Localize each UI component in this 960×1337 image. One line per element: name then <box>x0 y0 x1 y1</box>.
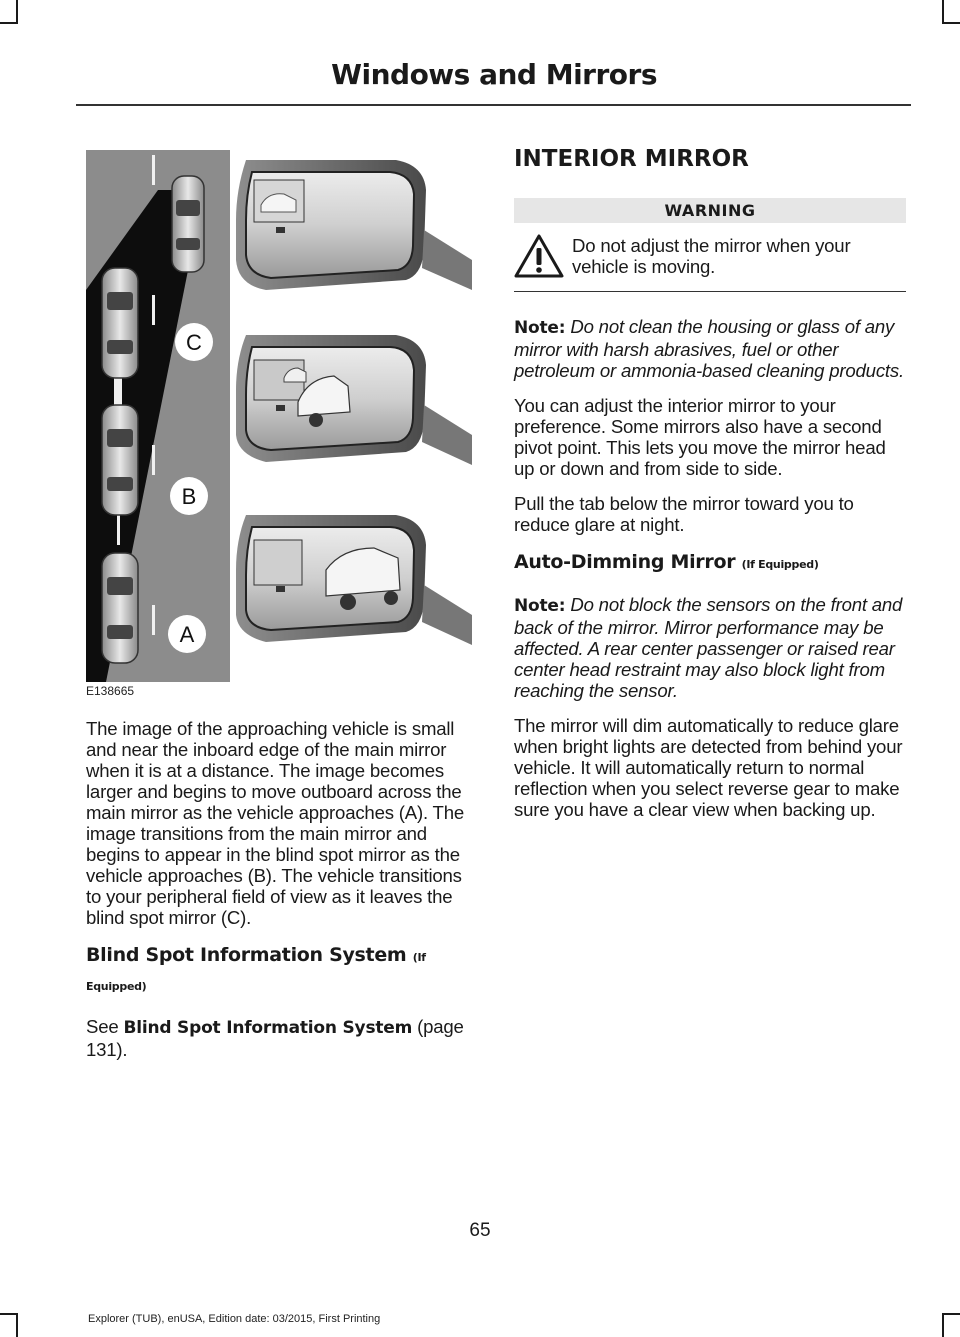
subheading-bsis <box>86 942 476 1000</box>
crop-mark <box>0 1313 18 1315</box>
note-cleaning <box>514 316 906 381</box>
subheading-auto-dimming-text: Auto-Dimming Mirror <box>514 551 736 573</box>
blind-spot-mirror-illustration <box>86 150 472 682</box>
subheading-auto-dimming <box>514 549 906 578</box>
callout-c-label: C <box>186 330 202 355</box>
cross-reference-prefix: See <box>86 1016 124 1037</box>
section-title: INTERIOR MIRROR <box>514 146 749 172</box>
header-rule <box>76 104 911 106</box>
callout-c <box>175 323 213 361</box>
body-paragraph: The image of the approaching vehicle is small and near the inboard edge of the main mirror when it is at a distance. The image becomes larger and begins to move outboard across the main mirror as the vehicle approaches (A). The image transitions from the main mirror and begins to appear in the blind spot mirror as the vehicle approaches (B). The vehicle transitions to your peripheral field of view as it leaves the blind spot mirror (C). <box>86 718 464 928</box>
note-label: Note: <box>514 596 566 616</box>
subheading-bsis-text: Blind Spot Information System <box>86 944 407 966</box>
figure-code: E138665 <box>86 684 135 698</box>
body-paragraph: Pull the tab below the mirror toward you to reduce glare at night. <box>514 493 854 535</box>
page-header-title: Windows and Mirrors <box>331 58 657 91</box>
note-sensors <box>514 594 906 701</box>
footer-edition: Explorer (TUB), enUSA, Edition date: 03/2015, First Printing <box>88 1313 381 1325</box>
cross-reference-link[interactable]: Blind Spot Information System <box>123 1018 413 1038</box>
right-column <box>514 142 906 834</box>
car-position-b <box>102 405 138 515</box>
cross-reference-suffix: (page 131). <box>86 1016 464 1060</box>
callout-a <box>168 615 206 653</box>
crop-mark <box>16 0 18 24</box>
crop-mark <box>942 22 960 24</box>
crop-mark <box>942 0 944 24</box>
page-number: 65 <box>469 1220 491 1241</box>
body-paragraph: You can adjust the interior mirror to your preference. Some mirrors also have a second pivot point. This lets you move the mirror head up or down and from side to side. <box>514 395 886 479</box>
crop-mark <box>0 22 18 24</box>
mirror-middle <box>236 335 472 465</box>
mirror-top <box>236 160 472 290</box>
mirror-bottom <box>236 515 472 645</box>
body-paragraph: The mirror will dim automatically to reduce glare when bright lights are detected from behind your vehicle. It will automatically return to normal reflection when you select reverse gear to make sure you have a clear view when backing up. <box>514 715 903 820</box>
subheading-bsis-tag: (If Equipped) <box>86 951 426 993</box>
callout-b-label: B <box>181 484 197 509</box>
car-top <box>172 176 204 272</box>
crop-mark <box>942 1313 944 1337</box>
crop-mark <box>942 1313 960 1315</box>
note-label: Note: <box>514 318 566 338</box>
warning-block <box>514 233 906 292</box>
left-column <box>86 718 476 1074</box>
subheading-auto-dimming-tag: (If Equipped) <box>741 558 819 571</box>
warning-header: WARNING <box>514 198 906 223</box>
car-position-a <box>102 553 138 663</box>
warning-text: Do not adjust the mirror when your vehicle is moving. <box>572 235 851 277</box>
callout-b <box>170 477 208 515</box>
note-text: Do not block the sensors on the front and back of the mirror. Mirror performance may be affected. A rear center passenger or raised rear center head restraint may also block light from reaching the sensor. <box>514 594 903 701</box>
note-text: Do not clean the housing or glass of any mirror with harsh abrasives, fuel or other petroleum or ammonia-based cleaning products. <box>514 316 904 381</box>
callout-a-label: A <box>179 622 195 647</box>
crop-mark <box>16 1313 18 1337</box>
warning-triangle-icon <box>514 233 564 279</box>
cross-reference <box>86 1016 476 1060</box>
car-position-c <box>102 268 138 378</box>
